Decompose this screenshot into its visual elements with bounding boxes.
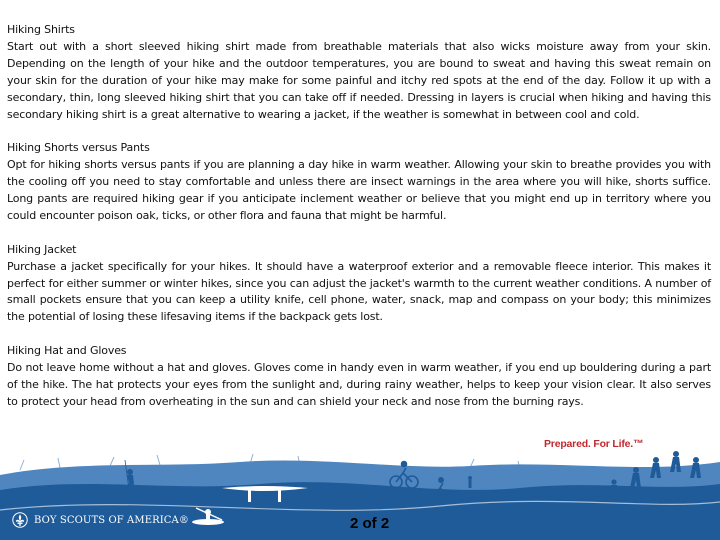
section-hiking-shirts bbox=[7, 22, 711, 123]
section-heading: Hiking Shorts versus Pants bbox=[7, 141, 150, 155]
document-body bbox=[7, 22, 711, 428]
bsa-logo bbox=[12, 512, 189, 528]
section-heading: Hiking Hat and Gloves bbox=[7, 344, 127, 358]
section-body: Opt for hiking shorts versus pants if you are planning a day hike in warm weather. Allowing your skin to breathe provides you with the cooling off you need to stay comfortable and unless there are insect warnings in the area where you will hike, shorts suffice. Long pants are required hiking gear if you anticipate inclement weather or believe that you might end up in territory where you could encounter poison oak, ticks, or other flora and fauna that might be harmful. bbox=[7, 158, 711, 222]
fleur-de-lis-icon bbox=[12, 512, 28, 528]
section-hat-gloves bbox=[7, 343, 711, 411]
slogan: Prepared. For Life.™ bbox=[544, 438, 644, 450]
page-number: 2 of 2 bbox=[350, 515, 390, 532]
section-body: Do not leave home without a hat and gloves. Gloves come in handy even in warm weather, if you end up bouldering during a part of the hike. The hat protects your eyes from the sunlight and, during rainy weather, helps to keep your vision clear. It also serves to protect your head from overheating in the sun and can shield your neck and nose from the burning rays. bbox=[7, 361, 711, 408]
section-heading: Hiking Shirts bbox=[7, 23, 75, 36]
section-hiking-shorts bbox=[7, 140, 711, 225]
section-heading: Hiking Jacket bbox=[7, 242, 77, 256]
org-name: BOY SCOUTS OF AMERICA® bbox=[34, 514, 189, 526]
section-hiking-jacket bbox=[7, 242, 711, 327]
section-body: Purchase a jacket specifically for your hikes. It should have a waterproof exterior and a removable fleece interior. This makes it perfect for either summer or winter hikes, since you can adjust the jacket's warmth to the current weather conditions. A number of small pockets ensure that you can keep a utility knife, cell phone, water, snack, map and compass on your body; this minimizes the potential of losing these lifesaving items if the backpack gets lost. bbox=[7, 259, 711, 324]
section-body: Start out with a short sleeved hiking shirt made from breathable materials that also wicks moisture away from your skin. Depending on the length of your hike and the outdoor temperatures, you are bound to sweat and having this sweat remain on your skin for the duration of your hike may make for some painful and itchy red spots at the end of the day. Follow it up with a secondary, thin, long sleeved hiking shirt that you can take off if needed. Dressing in layers is crucial when hiking and having this secondary hiking shirt is a great alternative to wearing a jacket, if the weather is somewhat in between cool and cold. bbox=[7, 39, 711, 121]
